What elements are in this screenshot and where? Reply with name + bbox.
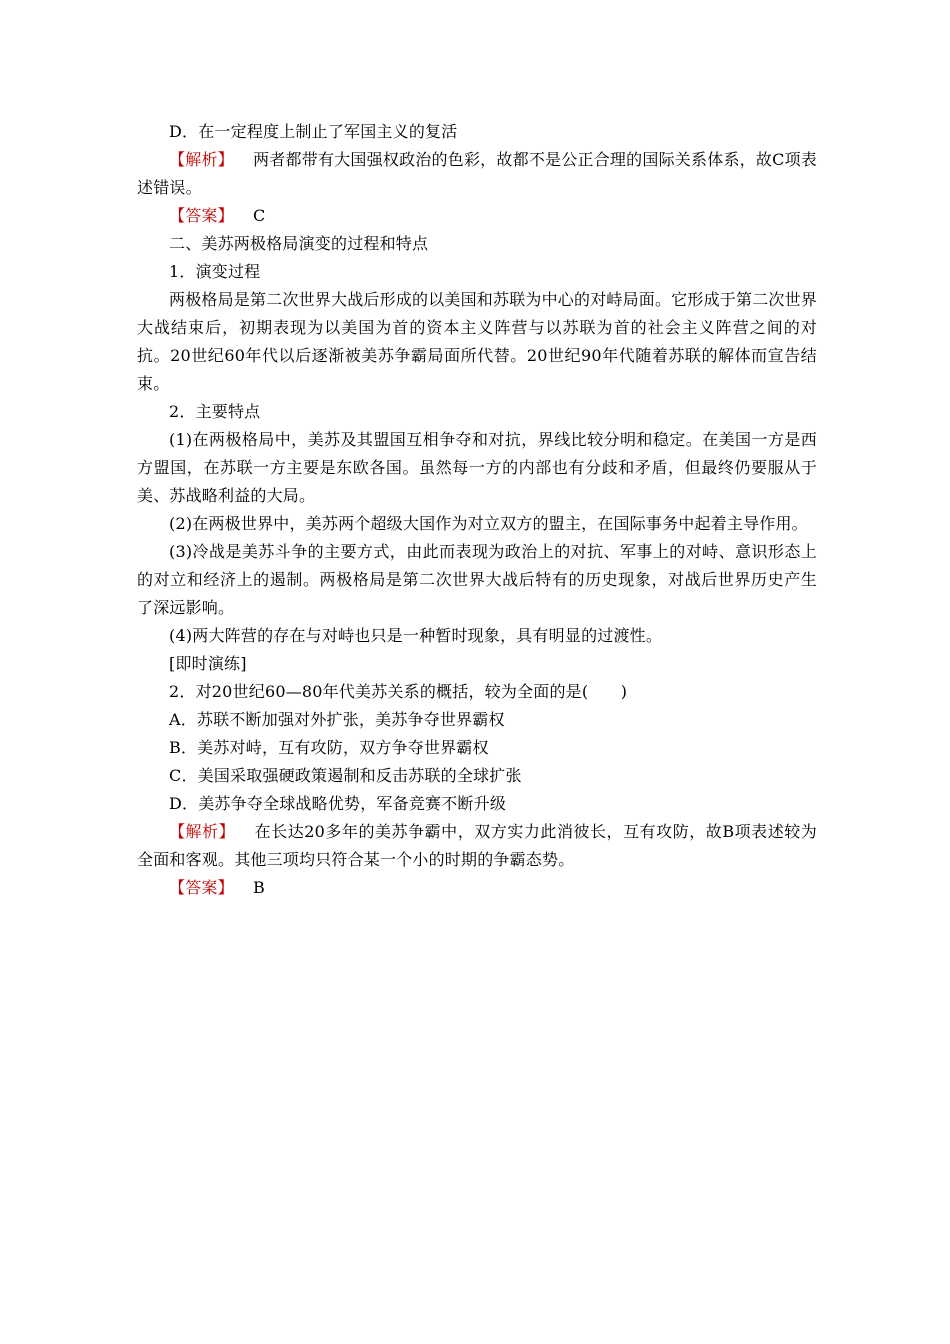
practice-heading: [即时演练] bbox=[169, 654, 247, 673]
q1-answer-label: 【答案】 bbox=[169, 206, 234, 225]
feature-point: (3)冷战是美苏斗争的主要方式，由此而表现为政治上的对抗、军事上的对峙、意识形态上的对立和经济上的遏制。两极格局是第二次世界大战后特有的历史现象，对战后世界历史产生了深远影响。 bbox=[137, 542, 817, 617]
practice-option: A．苏联不断加强对外扩张，美苏争夺世界霸权 bbox=[169, 710, 505, 729]
q1-analysis bbox=[137, 146, 817, 202]
practice-option: C．美国采取强硬政策遏制和反击苏联的全球扩张 bbox=[169, 766, 522, 785]
feature-point: (1)在两极格局中，美苏及其盟国互相争夺和对抗，界线比较分明和稳定。在美国一方是西方盟国，在苏联一方主要是东欧各国。虽然每一方的内部也有分歧和矛盾，但最终仍要服从于美、苏战略利益的大局。 bbox=[137, 430, 817, 505]
q1-answer-value: C bbox=[253, 206, 266, 225]
feature-point: (2)在两极世界中，美苏两个超级大国作为对立双方的盟主，在国际事务中起着主导作用。 bbox=[169, 514, 808, 533]
evolution-paragraph: 两极格局是第二次世界大战后形成的以美国和苏联为中心的对峙局面。它形成于第二次世界大战结束后，初期表现为以美国为首的资本主义阵营与以苏联为首的社会主义阵营之间的对抗。20世纪60年代以后逐渐被美苏争霸局面所代替。20世纪90年代随着苏联的解体而宣告结束。 bbox=[137, 290, 818, 393]
subsection-title-features: 2．主要特点 bbox=[169, 402, 261, 421]
q1-analysis-text: 两者都带有大国强权政治的色彩，故都不是公正合理的国际关系体系，故C项表述错误。 bbox=[137, 150, 817, 197]
practice-answer bbox=[137, 874, 817, 902]
feature-point: (4)两大阵营的存在与对峙也只是一种暂时现象，具有明显的过渡性。 bbox=[169, 626, 663, 645]
practice-option: B．美苏对峙，互有攻防，双方争夺世界霸权 bbox=[169, 738, 489, 757]
document-body bbox=[137, 118, 817, 902]
practice-analysis-text: 在长达20多年的美苏争霸中，双方实力此消彼长，互有攻防，故B项表述较为全面和客观。其他三项均只符合某一个小的时期的争霸态势。 bbox=[137, 822, 817, 869]
practice-option: D．美苏争夺全球战略优势，军备竞赛不断升级 bbox=[169, 794, 507, 813]
section-heading: 二、美苏两极格局演变的过程和特点 bbox=[169, 234, 429, 253]
practice-question: 2．对20世纪60—80年代美苏关系的概括，较为全面的是( ) bbox=[169, 682, 628, 701]
subsection-title-evolution: 1．演变过程 bbox=[169, 262, 261, 281]
practice-answer-label: 【答案】 bbox=[169, 878, 234, 897]
q1-option-d: D．在一定程度上制止了军国主义的复活 bbox=[169, 122, 458, 141]
q1-analysis-label: 【解析】 bbox=[169, 150, 234, 169]
practice-analysis bbox=[137, 818, 817, 874]
practice-analysis-label: 【解析】 bbox=[169, 822, 236, 841]
q1-answer bbox=[137, 202, 817, 230]
practice-answer-value: B bbox=[253, 878, 265, 897]
